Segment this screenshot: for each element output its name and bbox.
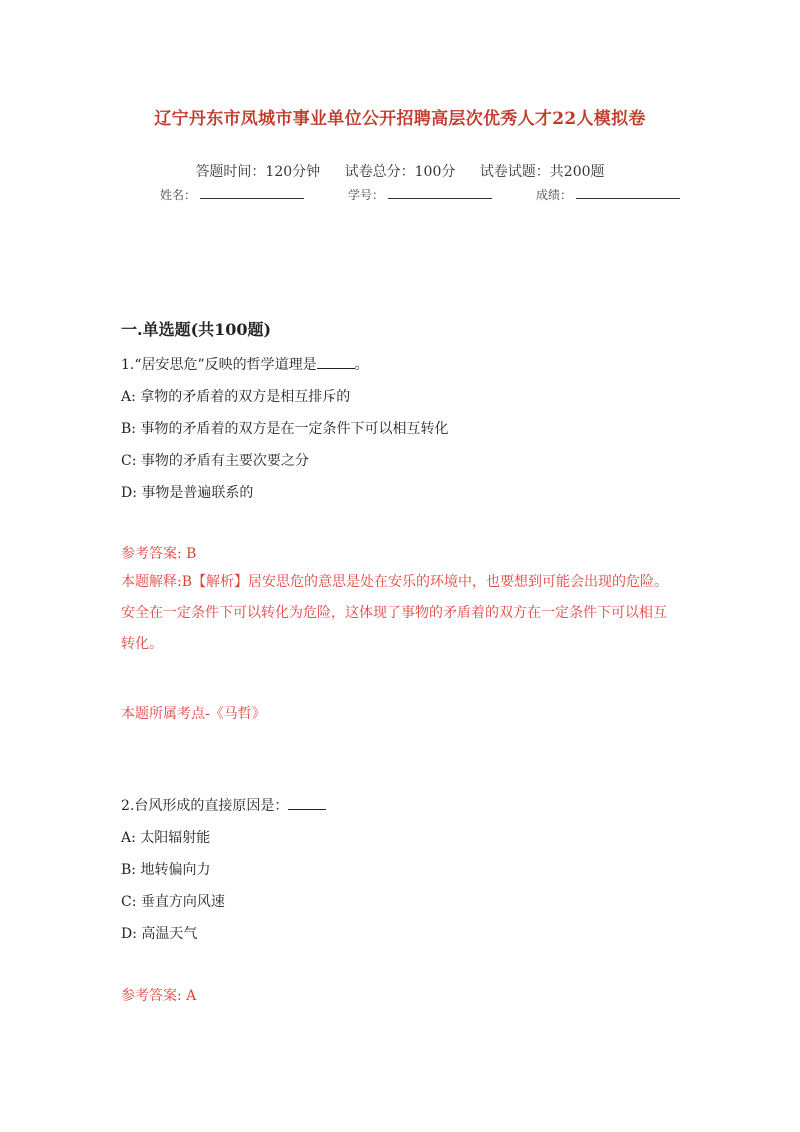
question-1-topic: 本题所属考点-《马哲》: [121, 706, 266, 722]
score-field: [536, 186, 680, 203]
question-2-stem: [121, 795, 326, 815]
question-2-option-d: D: 高温天气: [121, 926, 198, 942]
exam-total-score: 试卷总分：100分: [344, 164, 456, 180]
question-1-blank: [317, 356, 355, 369]
student-id-blank: [388, 186, 492, 199]
section-title: 一.单选题(共100题): [121, 320, 272, 339]
question-1-analysis: 本题解释:B【解析】居安思危的意思是处在安乐的环境中，也要想到可能会出现的危险。安全在一定条件下可以转化为危险，这体现了事物的矛盾着的双方在一定条件下可以相互转化。: [121, 574, 669, 652]
question-1-answer: 参考答案: B: [121, 546, 197, 562]
question-2-option-b: B: 地转偏向力: [121, 862, 211, 878]
question-1-option-b: B: 事物的矛盾着的双方是在一定条件下可以相互转化: [121, 421, 449, 437]
name-label: 姓名：: [160, 188, 197, 202]
question-2-answer: 参考答案: A: [121, 988, 197, 1004]
page-title: 辽宁丹东市凤城市事业单位公开招聘高层次优秀人才22人模拟卷: [154, 109, 646, 129]
question-2-blank: [288, 797, 326, 810]
question-1-stem: [121, 354, 369, 374]
question-1-stem-end: 。: [354, 357, 369, 373]
name-field: [160, 186, 304, 203]
exam-duration: 答题时间：120分钟: [195, 164, 321, 180]
student-id-label: 学号：: [347, 188, 384, 202]
student-id-field: [348, 186, 492, 203]
question-2-option-c: C: 垂直方向风速: [121, 894, 225, 910]
score-label: 成绩：: [535, 188, 572, 202]
question-1-stem-text: 1.“居安思危”反映的哲学道理是: [121, 357, 317, 373]
score-blank: [576, 186, 680, 199]
exam-question-count: 试卷试题：共200题: [479, 164, 605, 180]
question-2-stem-text: 2.台风形成的直接原因是：: [121, 798, 289, 814]
exam-info: [0, 161, 800, 181]
student-info: [160, 186, 680, 203]
question-2-option-a: A: 太阳辐射能: [121, 830, 211, 846]
name-blank: [200, 186, 304, 199]
question-1-option-d: D: 事物是普遍联系的: [121, 485, 254, 501]
question-1-option-c: C: 事物的矛盾有主要次要之分: [121, 453, 309, 469]
question-1-option-a: A: 拿物的矛盾着的双方是相互排斥的: [121, 389, 351, 405]
